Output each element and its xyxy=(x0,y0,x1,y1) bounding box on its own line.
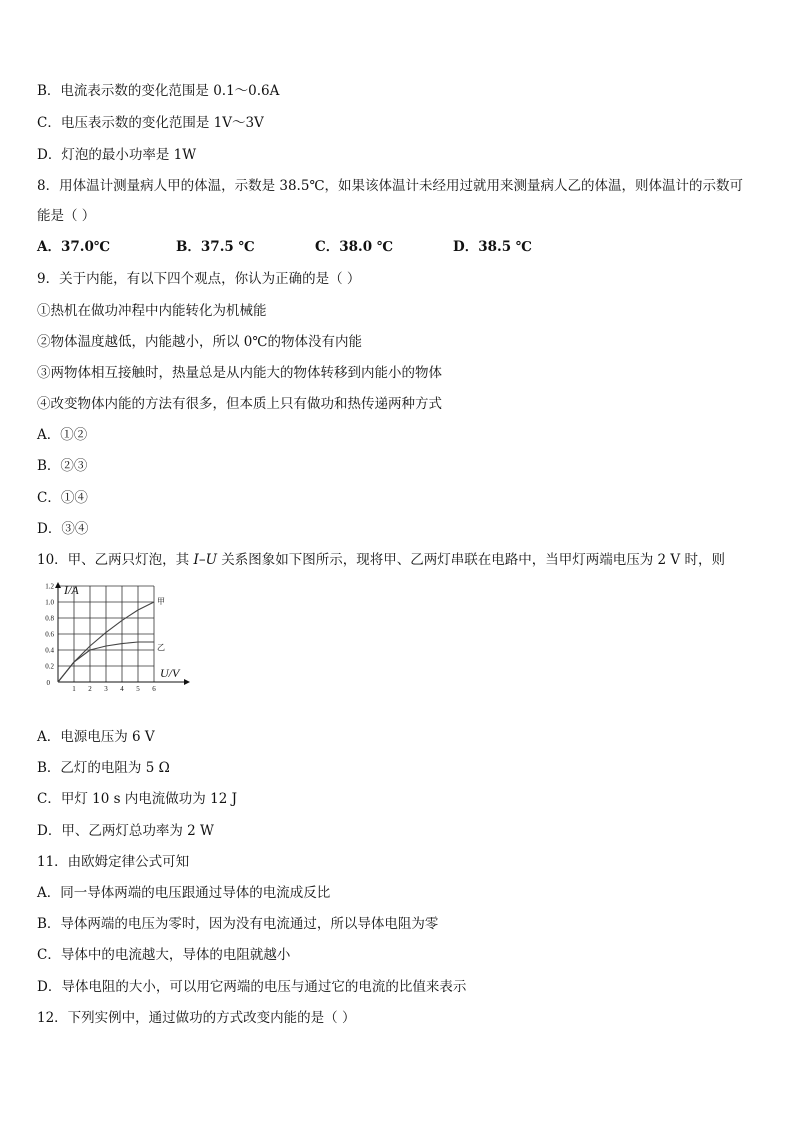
chart-grid xyxy=(58,586,154,682)
q8-option-a: A．37.0℃ xyxy=(37,239,111,255)
q8-option-c: C．38.0 ℃ xyxy=(315,239,394,255)
q10-stem-dash: – xyxy=(198,552,206,568)
q9-statement-4: ④改变物体内能的方法有很多，但本质上只有做功和热传递两种方式 xyxy=(37,396,442,412)
series-label-yi: 乙 xyxy=(157,643,165,652)
y-tick-label: 0.4 xyxy=(45,646,54,655)
y-tick-label: 1.2 xyxy=(45,582,54,591)
q8-stem-line1: 8．用体温计测量病人甲的体温，示数是 38.5℃，如果该体温计未经用过就用来测量病人乙的体温，则体温计的示数可 xyxy=(37,178,744,194)
q10-option-d: D．甲、乙两灯总功率为 2 W xyxy=(37,823,214,839)
q9-statement-1: ①热机在做功冲程中内能转化为机械能 xyxy=(37,303,267,319)
q9-option-c: C．①④ xyxy=(37,490,88,506)
y-tick-label: 0.8 xyxy=(45,614,54,623)
q11-stem: 11．由欧姆定律公式可知 xyxy=(37,854,190,870)
series-label-jia: 甲 xyxy=(157,597,165,606)
q12-stem: 12．下列实例中，通过做功的方式改变内能的是（ ） xyxy=(37,1010,356,1026)
q7-option-d: D．灯泡的最小功率是 1W xyxy=(37,147,197,163)
y-tick-label: 1.0 xyxy=(45,598,54,607)
q10-stem-i: I xyxy=(193,552,199,568)
x-tick-label: 2 xyxy=(88,685,92,693)
y-tick-label: 0.6 xyxy=(45,630,54,639)
iu-chart xyxy=(38,582,198,712)
q9-option-d: D．③④ xyxy=(37,521,89,537)
x-tick-label: 3 xyxy=(104,685,108,693)
q10-stem-pre: 10．甲、乙两只灯泡，其 xyxy=(37,552,194,568)
y-axis-arrow xyxy=(55,582,61,588)
y-axis-label: I/A xyxy=(64,583,79,597)
q7-option-c: C．电压表示数的变化范围是 1V～3V xyxy=(37,115,264,131)
x-tick-label: 4 xyxy=(120,685,124,693)
y-tick-label: 0.2 xyxy=(45,662,54,671)
q9-statement-3: ③两物体相互接触时，热量总是从内能大的物体转移到内能小的物体 xyxy=(37,365,442,381)
q10-stem-post: 关系图象如下图所示，现将甲、乙两灯串联在电路中，当甲灯两端电压为 2 V 时，则 xyxy=(216,552,725,568)
x-axis-label: U/V xyxy=(160,666,180,680)
q11-option-c: C．导体中的电流越大，导体的电阻就越小 xyxy=(37,947,291,963)
q10-option-a: A．电源电压为 6 V xyxy=(37,729,155,745)
q9-option-a: A．①② xyxy=(37,427,88,443)
q9-stem: 9．关于内能，有以下四个观点，你认为正确的是（ ） xyxy=(37,271,361,287)
q10-option-b: B．乙灯的电阻为 5 Ω xyxy=(37,760,170,776)
q11-option-b: B．导体两端的电压为零时，因为没有电流通过，所以导体电阻为零 xyxy=(37,916,439,932)
x-tick-label: 6 xyxy=(152,685,156,693)
q11-option-a: A．同一导体两端的电压跟通过导体的电流成反比 xyxy=(37,885,331,901)
chart-labels xyxy=(45,583,181,694)
x-tick-label: 1 xyxy=(72,685,76,693)
q8-option-b: B．37.5 ℃ xyxy=(176,239,255,255)
x-tick-label: 5 xyxy=(136,685,140,693)
q11-option-d: D．导体电阻的大小，可以用它两端的电压与通过它的电流的比值来表示 xyxy=(37,979,467,995)
origin-label: 0 xyxy=(46,679,50,687)
q8-stem-line2: 能是（ ） xyxy=(37,208,96,224)
q10-option-c: C．甲灯 10 s 内电流做功为 12 J xyxy=(37,791,237,807)
q10-stem-u: U xyxy=(205,552,217,568)
q9-option-b: B．②③ xyxy=(37,458,88,474)
q7-option-b: B．电流表示数的变化范围是 0.1～0.6A xyxy=(37,83,280,99)
q9-statement-2: ②物体温度越低，内能越小，所以 0℃的物体没有内能 xyxy=(37,334,362,350)
q8-option-d: D．38.5 ℃ xyxy=(453,239,532,255)
q10-stem xyxy=(37,551,725,569)
x-axis-arrow xyxy=(184,679,190,685)
